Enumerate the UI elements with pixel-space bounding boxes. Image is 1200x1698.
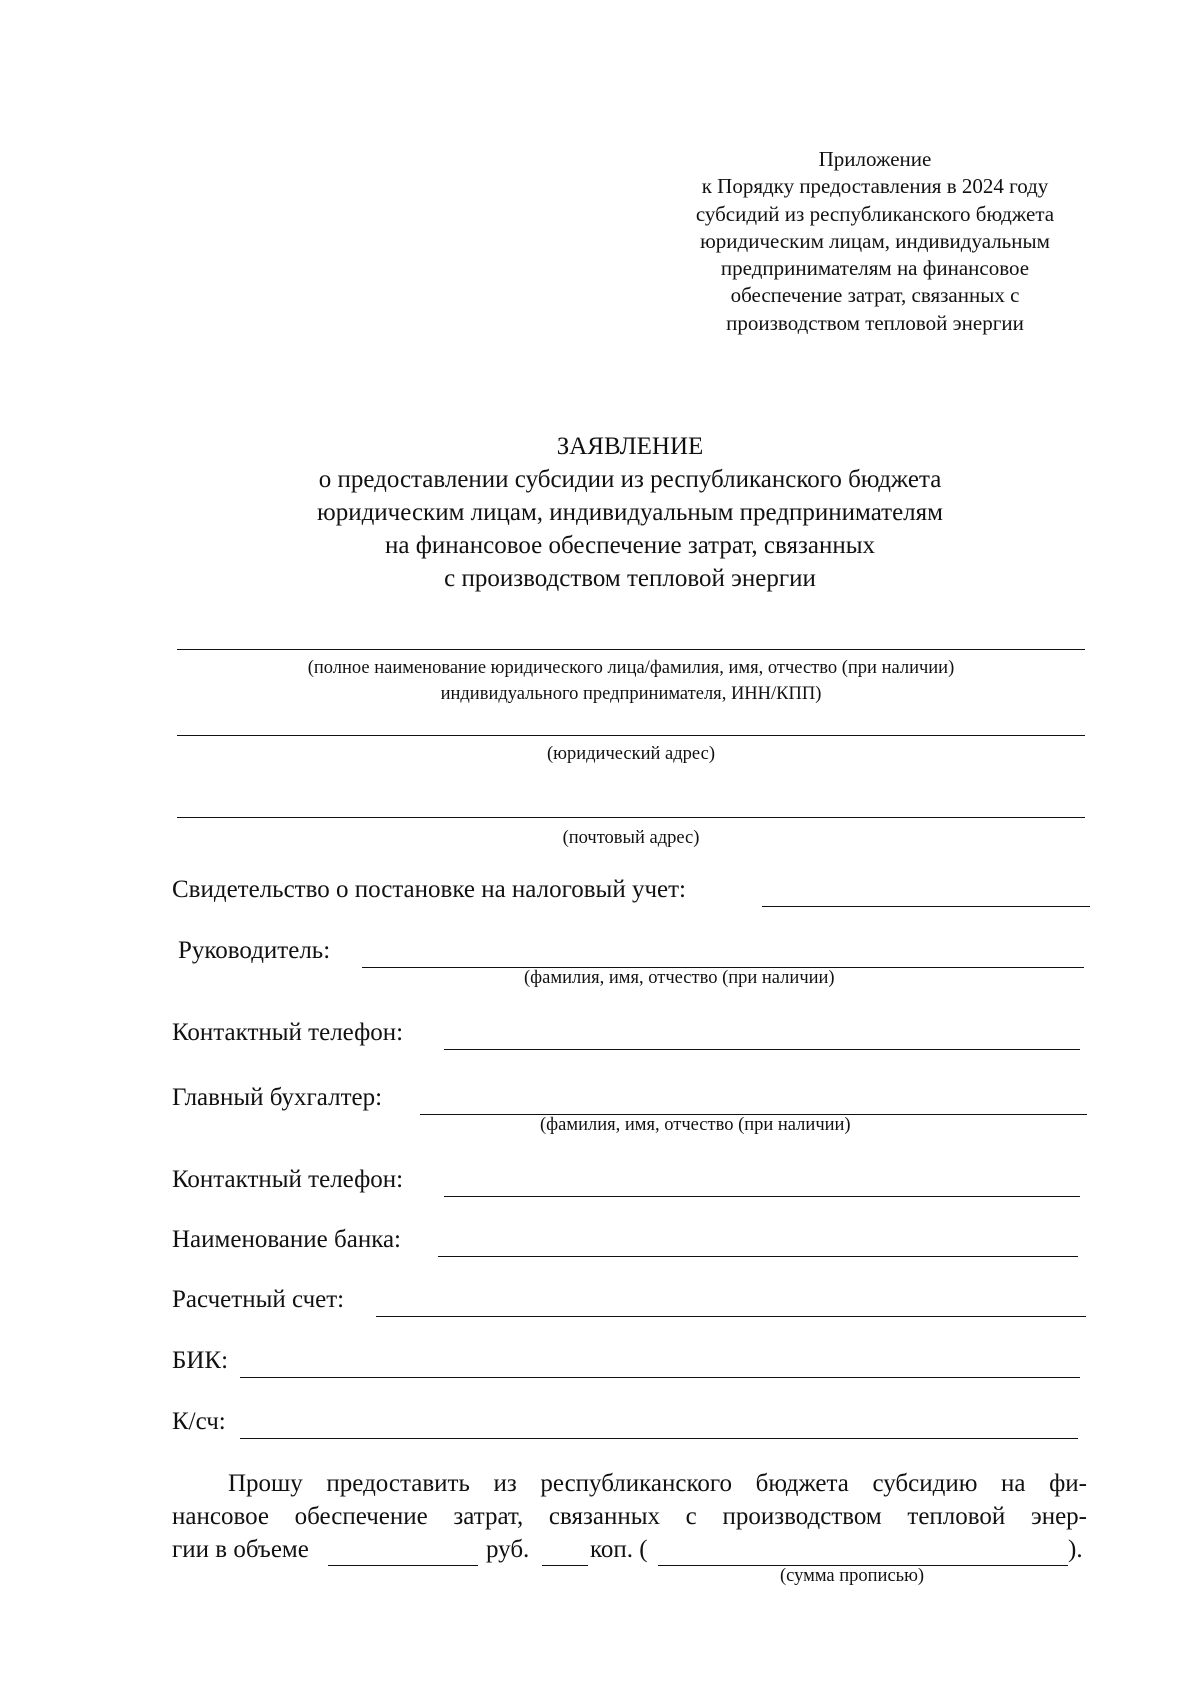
- tax-certificate-row: [172, 873, 1090, 907]
- accountant-phone-label: Контактный телефон:: [172, 1166, 404, 1193]
- bank-name-field[interactable]: [438, 1223, 1078, 1257]
- appendix-line: производством тепловой энергии: [726, 310, 1024, 335]
- chief-accountant-field[interactable]: [420, 1081, 1087, 1115]
- kopecks-label: коп. (: [590, 1536, 648, 1563]
- chief-accountant-caption: (фамилия, имя, отчество (при наличии): [540, 1115, 851, 1135]
- director-row: [172, 934, 1084, 968]
- director-caption: (фамилия, имя, отчество (при наличии): [524, 968, 835, 988]
- applicant-name-field[interactable]: [177, 649, 1085, 650]
- legal-address-caption: (юридический адрес): [547, 744, 715, 764]
- bank-name-label: Наименование банка:: [172, 1226, 402, 1253]
- appendix-line: к Порядку предоставления в 2024 году: [701, 174, 1049, 199]
- corr-account-field[interactable]: [240, 1405, 1078, 1439]
- request-line-1: Прошу предоставить из республиканского бюджета субсидию на фи-: [228, 1470, 1087, 1497]
- bik-row: [172, 1344, 1080, 1378]
- director-phone-field[interactable]: [444, 1016, 1080, 1050]
- director-phone-label: Контактный телефон:: [172, 1019, 404, 1046]
- appendix-header: [660, 146, 1090, 337]
- director-field[interactable]: [362, 934, 1084, 968]
- bik-label: БИК:: [172, 1347, 229, 1374]
- tax-certificate-field[interactable]: [762, 873, 1090, 907]
- postal-address-caption: (почтовый адрес): [562, 828, 700, 848]
- account-field[interactable]: [376, 1283, 1086, 1317]
- tax-certificate-label: Свидетельство о постановке на налоговый учет:: [172, 876, 687, 903]
- accountant-phone-field[interactable]: [444, 1163, 1080, 1197]
- corr-account-label: К/сч:: [172, 1408, 226, 1435]
- postal-address-field[interactable]: [177, 817, 1085, 818]
- bank-name-row: [172, 1223, 1078, 1257]
- account-label: Расчетный счет:: [172, 1286, 345, 1313]
- title-line: с производством тепловой энергии: [444, 565, 816, 592]
- appendix-line: предпринимателям на финансовое: [720, 256, 1030, 281]
- request-amount-prefix: гии в объеме: [172, 1536, 309, 1563]
- bik-field[interactable]: [240, 1344, 1080, 1378]
- rubles-field[interactable]: [328, 1533, 478, 1566]
- caption-line: (полное наименование юридического лица/фамилия, имя, отчество (при наличии): [307, 658, 955, 678]
- title-heading: ЗАЯВЛЕНИЕ: [556, 433, 704, 460]
- title-line: юридическим лицам, индивидуальным предпринимателям: [317, 499, 943, 526]
- title-line: о предоставлении субсидии из республиканского бюджета: [318, 466, 942, 493]
- sum-in-words-field[interactable]: [658, 1533, 1068, 1566]
- director-phone-row: [172, 1016, 1080, 1050]
- appendix-line: Приложение: [818, 147, 932, 171]
- document-title: [170, 430, 1090, 595]
- caption-line: индивидуального предпринимателя, ИНН/КПП): [440, 684, 822, 704]
- appendix-line: обеспечение затрат, связанных с: [730, 283, 1020, 308]
- chief-accountant-row: [172, 1081, 1087, 1115]
- request-line-3: [172, 1533, 1087, 1566]
- close-paren: ).: [1068, 1536, 1083, 1563]
- director-label: Руководитель:: [178, 937, 331, 964]
- sum-in-words-caption: (сумма прописью): [780, 1566, 925, 1586]
- accountant-phone-row: [172, 1163, 1080, 1197]
- appendix-line: субсидий из республиканского бюджета: [695, 201, 1055, 226]
- appendix-line: юридическим лицам, индивидуальным: [700, 228, 1050, 253]
- chief-accountant-label: Главный бухгалтер:: [172, 1084, 383, 1111]
- request-line-2: нансовое обеспечение затрат, связанных с производством тепловой энер-: [172, 1503, 1087, 1530]
- corr-account-row: [172, 1405, 1078, 1439]
- applicant-name-caption: [177, 655, 1085, 707]
- account-row: [172, 1283, 1086, 1317]
- kopecks-field[interactable]: [542, 1533, 588, 1566]
- title-line: на финансовое обеспечение затрат, связанных: [384, 532, 875, 559]
- rubles-label: руб.: [486, 1536, 530, 1563]
- legal-address-field[interactable]: [177, 735, 1085, 736]
